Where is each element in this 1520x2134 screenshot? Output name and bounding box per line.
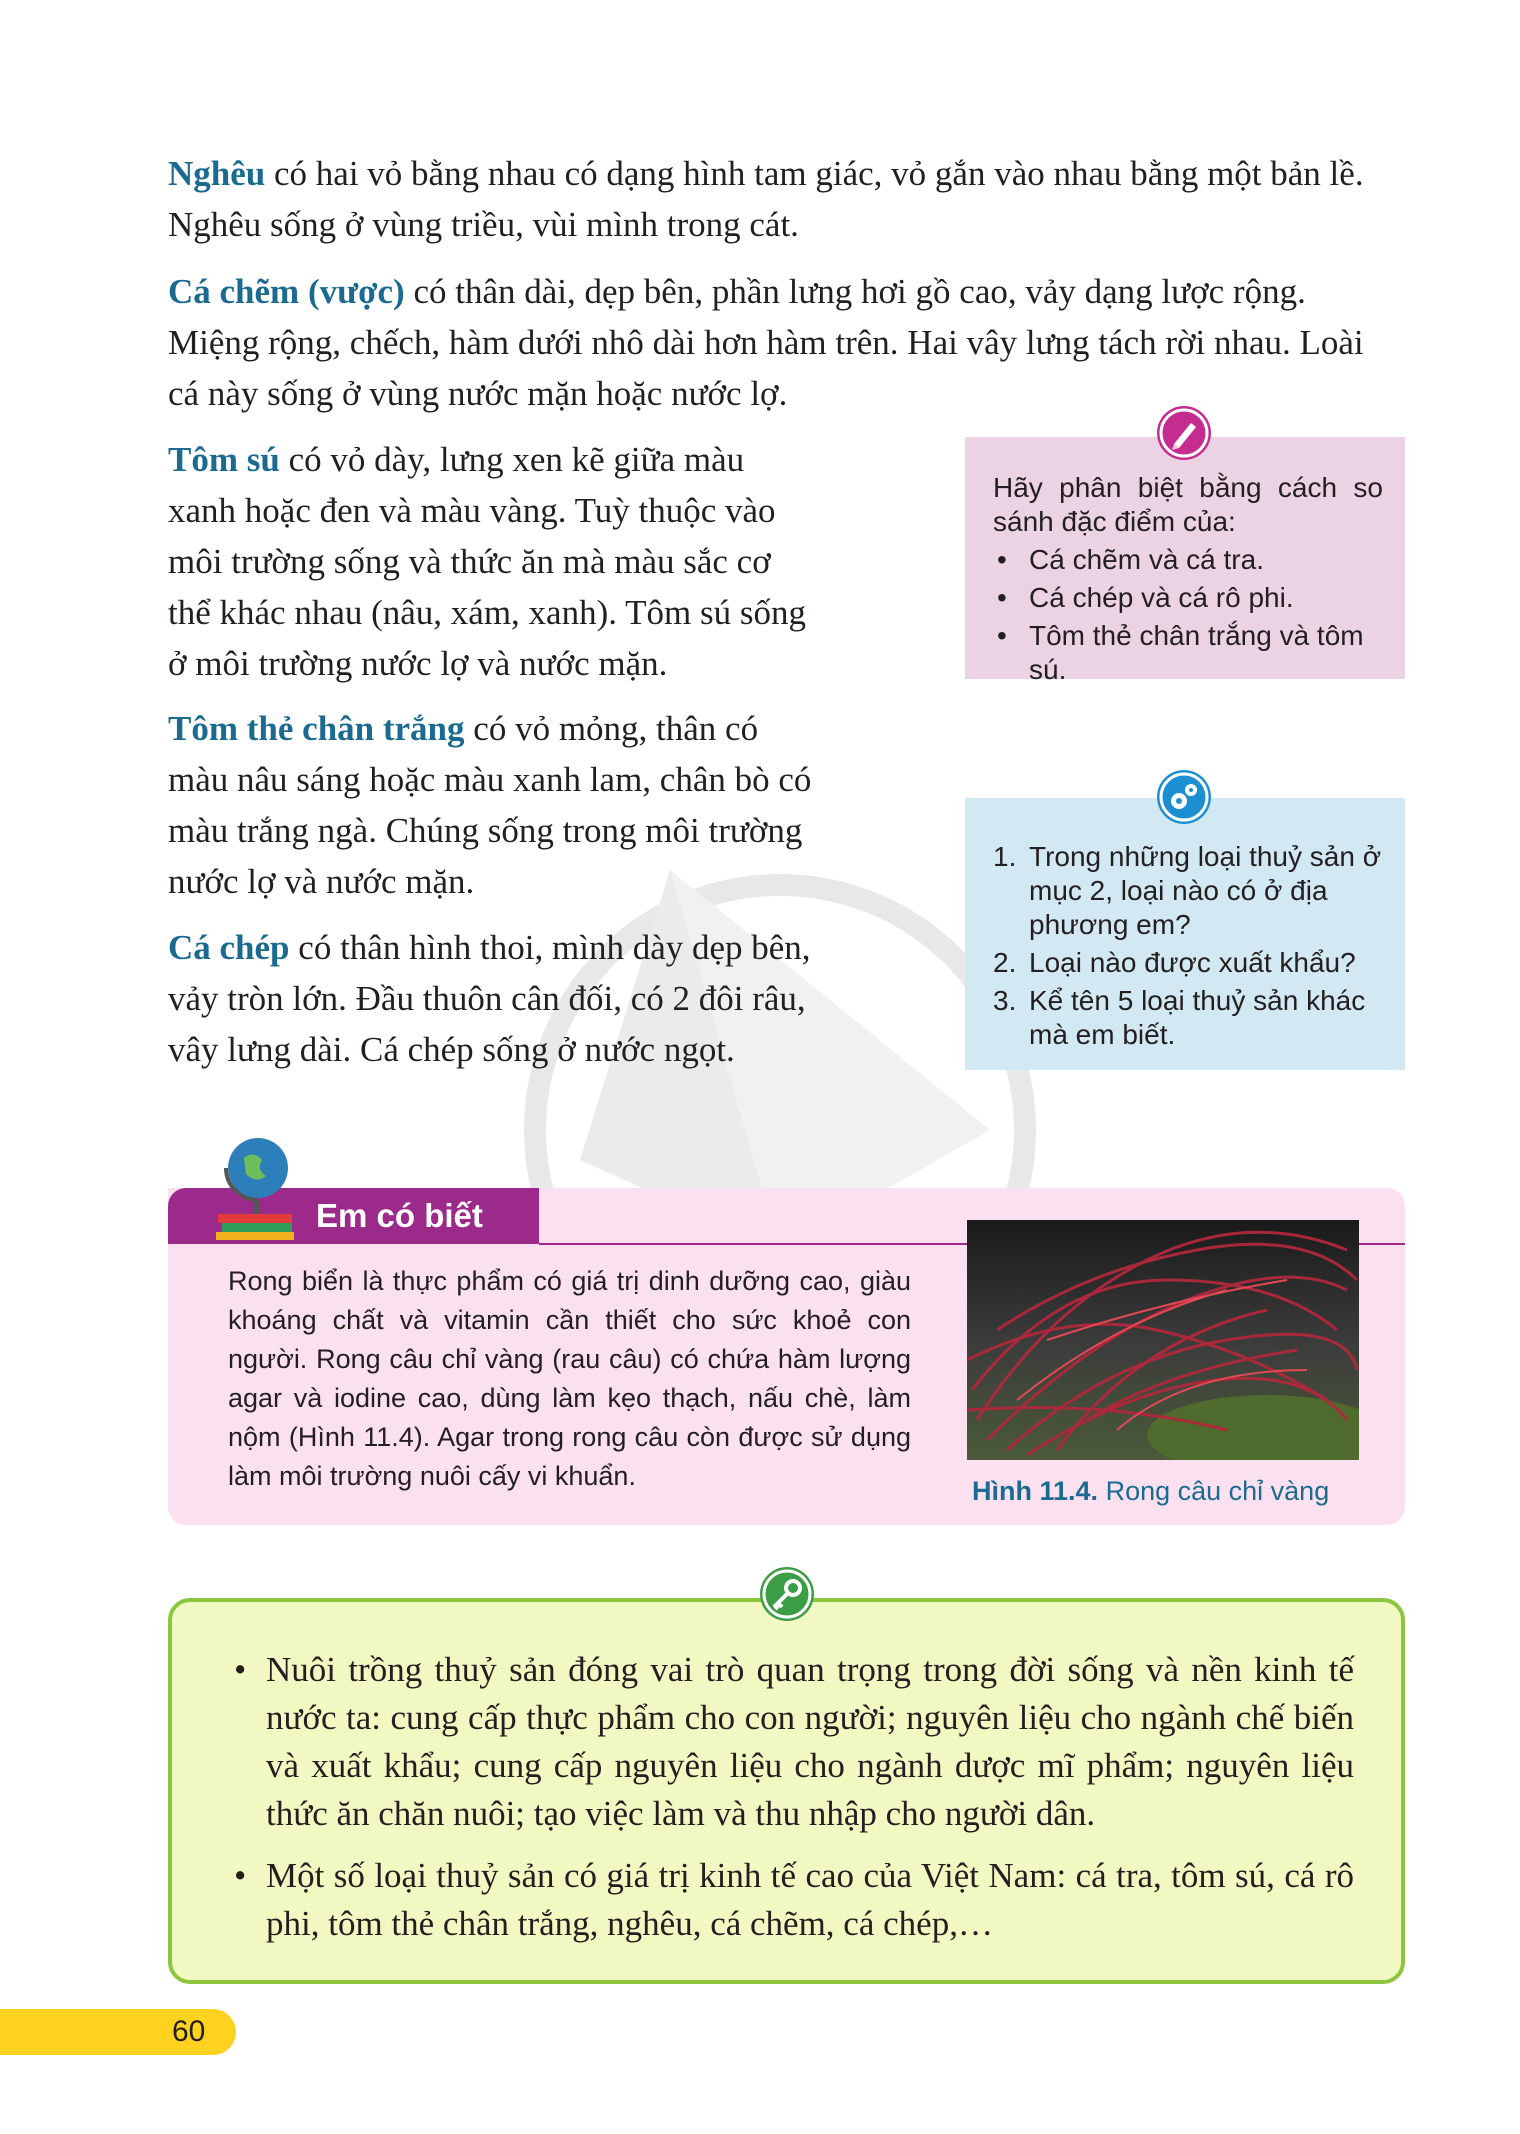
question-item: 1. Trong những loại thuỷ sản ở mục 2, loại nào có ở địa phương em?	[993, 841, 1382, 940]
summary-list	[234, 1646, 1354, 1962]
question-item: 2. Loại nào được xuất khẩu?	[993, 947, 1356, 978]
question-item: 3. Kể tên 5 loại thuỷ sản khác mà em biết.	[993, 985, 1366, 1050]
seaweed-photo	[967, 1220, 1359, 1460]
compare-prompt-line: sánh đặc điểm của:	[993, 506, 1236, 537]
text-line: Miệng rộng, chếch, hàm dưới nhô dài hơn hàm trên. Hai vây lưng tách rời nhau. Loài	[168, 323, 1364, 362]
paragraph-ngheu	[168, 148, 1405, 250]
compare-prompt-line: Hãy phân biệt bằng cách so	[993, 472, 1383, 503]
text-line: có thân dài, dẹp bên, phần lưng hơi gồ cao, vảy dạng lược rộng.	[404, 272, 1306, 311]
summary-item: • Nuôi trồng thuỷ sản đóng vai trò quan trọng trong đời sống và nền kinh tế nước ta: cung cấp thực phẩm cho con người; nguyên liệu cho ngành chế biến và xuất khẩu; cung cấp nguyên liệu cho ngành dược mĩ phẩm; nguyên liệu thức ăn chăn nuôi; tạo việc làm và thu nhập cho người dân.	[234, 1646, 1354, 1838]
summary-item: • Một số loại thuỷ sản có giá trị kinh tế cao của Việt Nam: cá tra, tôm sú, cá rô phi, tôm thẻ chân trắng, nghêu, cá chẽm, cá chép,…	[234, 1852, 1354, 1948]
term-ca-chep: Cá chép	[168, 928, 290, 967]
text-line: nước lợ và nước mặn.	[168, 862, 475, 901]
paragraph-ca-chem	[168, 266, 1405, 419]
text-line: cá này sống ở vùng nước mặn hoặc nước lợ.	[168, 374, 788, 413]
gears-icon	[1155, 768, 1213, 826]
paragraph-tom-su	[168, 434, 843, 689]
text-line: vây lưng dài. Cá chép sống ở nước ngọt.	[168, 1030, 735, 1069]
question-box	[965, 798, 1405, 1070]
caption-label: Hình 11.4.	[972, 1476, 1099, 1506]
text-line: thể khác nhau (nâu, xám, xanh). Tôm sú sống	[168, 593, 806, 632]
page-number: 60	[172, 2015, 206, 2048]
text-line: môi trường sống và thức ăn mà màu sắc cơ	[168, 542, 771, 581]
text-line: có hai vỏ bằng nhau có dạng hình tam giác, vỏ gắn vào nhau bằng một bản lề.	[265, 154, 1364, 193]
text-line: màu nâu sáng hoặc màu xanh lam, chân bò có	[168, 760, 812, 799]
list-item: • Cá chẽm và cá tra.	[993, 543, 1383, 577]
list-item: • Cá chép và cá rô phi.	[993, 581, 1383, 615]
globe-icon	[214, 1130, 296, 1240]
term-tom-su: Tôm sú	[168, 440, 280, 479]
compare-box	[965, 437, 1405, 685]
paragraph-tom-the	[168, 703, 843, 907]
key-icon	[758, 1565, 816, 1623]
term-tom-the: Tôm thẻ chân trắng	[168, 709, 465, 748]
compare-list	[993, 543, 1383, 687]
text-line: ở môi trường nước lợ và nước mặn.	[168, 644, 668, 683]
text-line: xanh hoặc đen và màu vàng. Tuỳ thuộc vào	[168, 491, 776, 530]
question-list	[993, 840, 1383, 1056]
text-line: có vỏ mỏng, thân có	[464, 709, 759, 748]
list-item: • Tôm thẻ chân trắng và tôm sú.	[993, 619, 1383, 687]
text-line: có vỏ dày, lưng xen kẽ giữa màu	[279, 440, 745, 479]
term-ca-chem: Cá chẽm (vược)	[168, 272, 405, 311]
pencil-icon	[1155, 404, 1213, 462]
paragraph-ca-chep	[168, 922, 843, 1075]
did-you-know-title: Em có biết	[316, 1197, 483, 1234]
caption-text: Rong câu chỉ vàng	[1098, 1476, 1330, 1506]
text-line: màu trắng ngà. Chúng sống trong môi trường	[168, 811, 803, 850]
text-line: Nghêu sống ở vùng triều, vùi mình trong cát.	[168, 205, 799, 244]
did-you-know-text: Rong biển là thực phẩm có giá trị dinh dưỡng cao, giàu khoáng chất và vitamin cần thiết cho sức khoẻ con người. Rong câu chỉ vàng (rau câu) có chứa hàm lượng agar và iodine cao, dùng làm kẹo thạch, nấu chè, làm nộm (Hình 11.4). Agar trong rong câu còn được sử dụng làm môi trường nuôi cấy vi khuẩn.	[228, 1266, 911, 1491]
text-line: vảy tròn lớn. Đầu thuôn cân đối, có 2 đôi râu,	[168, 979, 806, 1018]
term-ngheu: Nghêu	[168, 154, 266, 193]
summary-box	[168, 1598, 1405, 1984]
text-line: có thân hình thoi, mình dày dẹp bên,	[289, 928, 811, 967]
figure-caption	[972, 1474, 1329, 1508]
